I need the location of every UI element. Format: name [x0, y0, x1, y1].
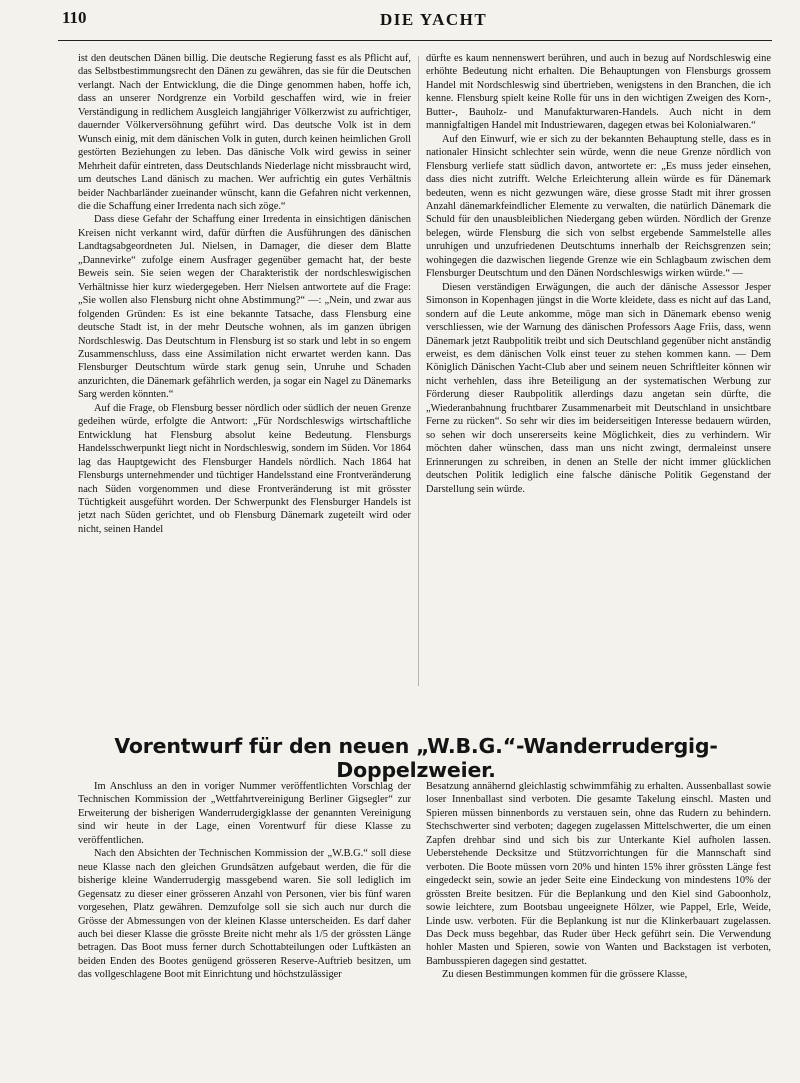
article-title: Vorentwurf für den neuen „W.B.G.“-Wanderrudergig-Doppelzweier.: [114, 734, 718, 782]
paragraph: Besatzung annähernd gleichlastig schwimmfähig zu erhalten. Aussenballast sowie loser Innenballast sind verboten. Die gesamte Takelung einschl. Masten und Spieren müssen binnenbords zu verstauen sein, ohne das Rudern zu behindern. Stechschwerter sind verboten; dagegen zugelassen Mittelschwerter, die um einen Zapfen drehbar sind und sich bis zur Unterkante Kiel aufholen lassen. Ueberstehende Decksitze und Stützvorrichtungen für die Mannschaft sind verboten. Die Boote müssen vorn 20% und hinten 15% ihrer grössten Länge fest eingedeckt sein, sowie an jeder Seite eine Eindeckung von mindestens 10% der grössten Breite besitzen. Für die Beplankung und den Kiel sind Gaboonholz, sowie leichtere, zum Bootsbau ungeeignete Hölzer, wie Pappel, Erle, Weide, Linde usw. verboten. Für die Beplankung ist nur die Klinkerbauart zugelassen. Das Deck muss begehbar, das Ruder über Heck geführt sein. Die Verwendung hohler Masten und Spieren, sowie von Wanten und Backstagen ist verboten, Bambusspieren dagegen sind gestattet.: [426, 781, 771, 967]
article2-right-column: [426, 780, 771, 1080]
paragraph: dürfte es kaum nennenswert berühren, und auch in bezug auf Nordschleswig eine erhöhte Bedeutung nicht erhalten. Die Behauptungen von Flensburgs grossem Handel mit Nordschleswig sind übertrieben, wenigstens in den Branchen, die ich kenne. Flensburg spielt keine Rolle für uns in den wichtigen Zweigen des Korn-, Butter-, Bauholz- und Manufakturwaren-Handels. Auch nicht in dem mannigfaltigen Handel mit Industriewaren, dagegen etwas bei Kolonialwaren.“: [426, 53, 771, 132]
running-head: DIE YACHT: [380, 10, 488, 29]
header-rule: [58, 40, 772, 41]
paragraph: ist den deutschen Dänen billig. Die deutsche Regierung fasst es als Pflicht auf, das Selbstbestimmungsrecht den Dänen zu gewähren, das sie für die Deutschen verlangt. Nach der Entwicklung, die die Dinge genommen haben, hoffe ich, dass an unserer Nordgrenze ein Vorbild geschaffen wird, wie in freier Verständigung in redlichem Ausgleich langjähriger Völkerzwist zu aufrichtiger, dauernder Völkerversöhnung geführt wird. Das deutsche Volk ist in dem Wunsch einig, mit dem dänischen Volk in guten, durch keinen heimlichen Groll gestörten Beziehungen zu leben. Das dänische Volk wird gewiss in seiner Mehrheit dafür eintreten, dass Deutschlands Niederlage nicht missbraucht wird, um deutsches Land dänisch zu machen. Wer aufrichtig ein gutes Verhältnis beider Nachbarländer zueinander wünscht, kann die Gefahren nicht verkennen, die die Schaffung einer Irredenta nach sich zöge.“: [78, 53, 411, 212]
paragraph: Diesen verständigen Erwägungen, die auch der dänische Assessor Jesper Simonson in Kopenhagen jüngst in die Worte kleidete, dass es nicht auf das Land, sondern auf die Leute ankomme, möge man sich in Dänemark ebenso wenig verschliessen, wie der Warnung des dänischen Professors Aage Friis, dass, wenn Dänemark jetzt Raubpolitik treibt und sich Deutschland gegenüber nicht anständig erweist, es dem dänischen Volk einst teuer zu stehen kommen kann. — Dem Königlich Dänischen Yacht-Club aber und seinem neuen Schriftleiter können wir nicht verhehlen, dass ihre Beteiligung an der systematischen Werbung zur Förderung dieser Raubpolitik allerdings dazu angetan sein dürfte, die „Wiederanbahnung fruchtbarer Zusammenarbeit mit Deutschland in unsichtbare Ferne zu rücken“. So sehr wir dies im beiderseitigen Interesse bedauern würden, so sehen wir doch unsererseits keine Möglichkeit, dies zu verhindern. Wir möchten daher wünschen, dass man uns nicht zwingt, dermaleinst unsere Erinnerungen zu schreiben, in denen an Stelle der nicht immer glücklichen deutschen Politik lediglich eine falsche dänische Politik Gegenstand der Darstellung sein würde.: [426, 281, 771, 495]
article1-right-column: [426, 52, 771, 692]
paragraph: Nach den Absichten der Technischen Kommission der „W.B.G.“ soll diese neue Klasse nach den gleichen Grundsätzen aufgebaut werden, die für die bisherige kleine Wanderrudergig massgebend waren. Sie soll lediglich im Gegensatz zu dieser einer grösseren Anzahl von Personen, vier bis fünf waren vorgesehen, Platz gewähren. Demzufolge soll sie sich auch nur durch die Grösse der Abmessungen von der kleinen Klasse unterscheiden. Es darf daher auch bei dieser Klasse die grösste Breite nicht mehr als 1/5 der grössten Länge betragen. Das Boot muss ferner durch Schottabteilungen oder Luftkästen an beiden Enden des Bootes genügend grösseren Reserve-Auftrieb besitzen, um das vollgeschlagene Boot mit Einrichtung und höchstzulässiger: [78, 848, 411, 981]
paragraph: Auf den Einwurf, wie er sich zu der bekannten Behauptung stelle, dass es in nationaler Hinsicht schlechter sein würde, wenn die neue Grenze nördlich von Flensburg verliefe statt südlich davon, antwortete er: „Es muss jeder einsehen, dass dies nicht zutrifft. Welche Erleichterung allein würde es für Dänemark bedeuten, wenn es nicht gezwungen wäre, diese grosse Stadt mit ihrer grossen Anzahl dänemarkfeindlicher Elemente zu verwalten, die natürlich Dänemark die Schuld für den unausbleiblichen Niedergang geben würden. Nördlich der Grenze belegen, würde Flensburg die sich von selbst ergebende Sammelstelle alles unruhigen und unzufriedenen Deutschtums innerhalb der Reichsgrenzen sein; wohingegen die dazwischen liegende Grenze wie ein Schlagbaum zwischen dem Flensburger Deutschtum und den Dänen Nordschleswigs wirken würde.“ —: [426, 133, 771, 280]
paragraph: Zu diesen Bestimmungen kommen für die grössere Klasse,: [442, 969, 688, 981]
article2-left-column: [78, 780, 411, 1080]
paragraph: Auf die Frage, ob Flensburg besser nördlich oder südlich der neuen Grenze gedeihen würde, erfolgte die Antwort: „Für Nordschleswigs wirtschaftliche Entwicklung hat Flensburg absolut keine Bedeutung. Flensburgs Handelsschwerpunkt liegt nicht in Nordschleswig, sondern im Süden. Vor 1864 lag das Hauptgewicht des Flensburger Handels nördlich. Nach 1864 hat Flensburgs unternehmender und tüchtiger Handelsstand eine Frontveränderung nach Süden vorgenommen und diese Frontveränderung ist mit grösster Tüchtigkeit ausgeführt worden. Der Schwerpunkt des Flensburger Handels ist jetzt nach Süden gerichtet, und ob Flensburg Dänemark zugeteilt wird oder nicht, seinen Handel: [78, 402, 411, 535]
page-number: 110: [62, 8, 87, 27]
paragraph: Im Anschluss an den in voriger Nummer veröffentlichten Vorschlag der Technischen Kommission der „Wettfahrtvereinigung Berliner Gigsegler“ zur Erweiterung der bisherigen Wanderrudergigklasse der genannten Vereinigung sind wir heute in der Lage, einen Vorentwurf für diese Klasse zu veröffentlichen.: [78, 781, 411, 846]
article1-left-column: [78, 52, 411, 692]
paragraph: Dass diese Gefahr der Schaffung einer Irredenta in einsichtigen dänischen Kreisen nicht verkannt wird, dafür dürften die Ausführungen des dänischen Landtagsabgeordneten Jul. Nielsen, in Damager, die dieser dem Blatte „Dannevirke“ zufolge einem Ausfrager gegenüber gemacht hat, der beste Beweis sein. Sie seien wegen der Charakteristik der nordschleswigischen Verhältnisse hier kurz wiedergegeben. Herr Nielsen antwortete auf die Frage: „Sie wollen also Flensburg nicht ohne Abstimmung?“ —: „Nein, und zwar aus folgenden Gründen: Es ist eine bekannte Tatsache, dass Flensburg eine deutsche Stadt ist, in der mehr Deutsche wohnen, als im ganzen übrigen Nordschleswig. Das Deutschtum in Flensburg ist so stark und lebt in so engem Zusammenschluss, dass eine Assimilation nicht erwartet werden kann. Das Flensburger Deutschtum würde stark genug sein, Unruhe und Schaden anzurichten, die Dänemark gefährlich werden, ja sogar ein Nagel zu Dänemarks Sarg werden könnten.“: [78, 214, 411, 401]
column-divider: [418, 56, 419, 686]
